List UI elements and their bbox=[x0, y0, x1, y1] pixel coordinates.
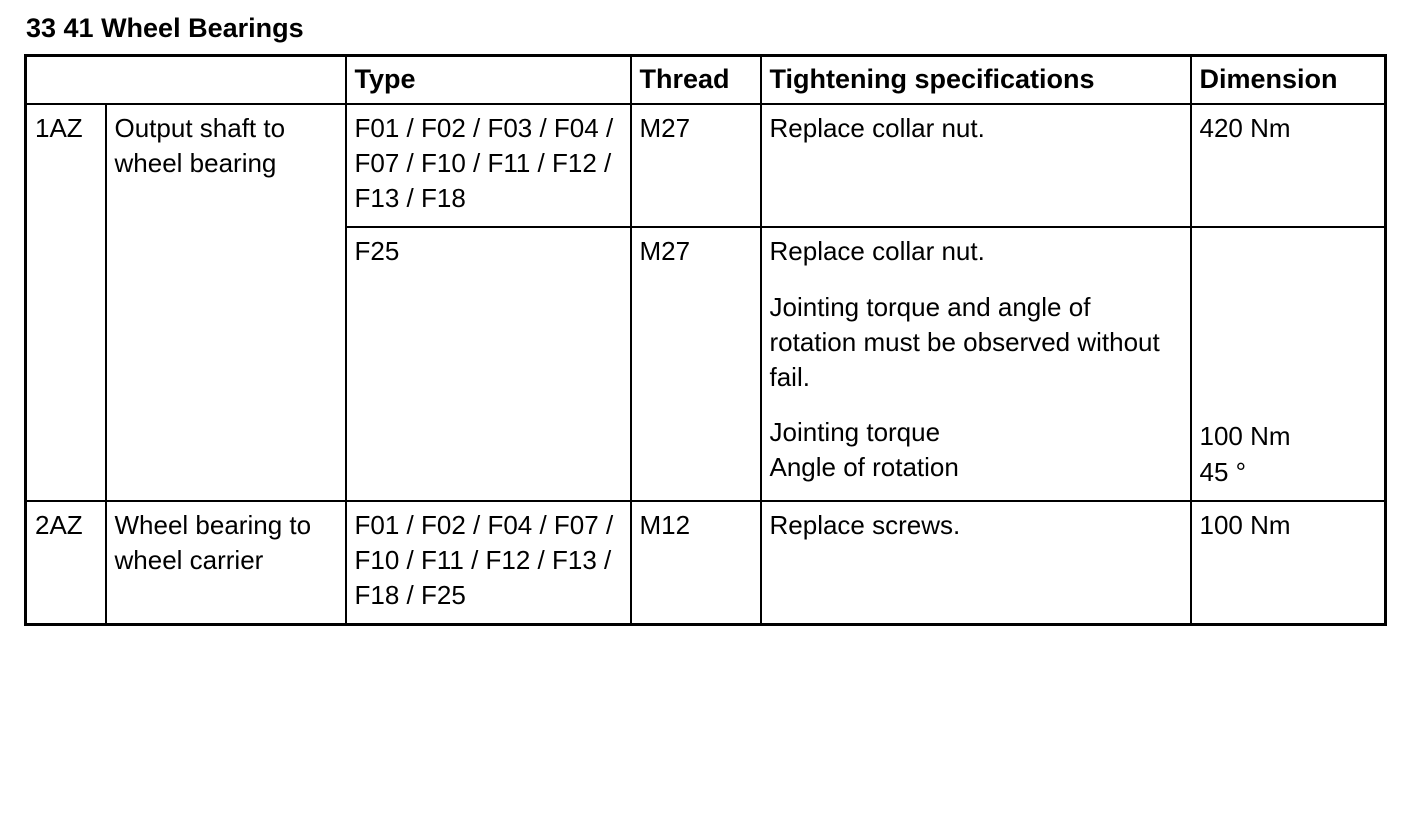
cell-dimension-2az bbox=[1191, 501, 1386, 625]
dimension-line: 100 Nm bbox=[1199, 421, 1291, 452]
tightening-line: Replace screws. bbox=[769, 509, 961, 540]
cell-type-1az-a: F01 / F02 / F03 / F04 / F07 / F10 / F11 / F12 / F13 / F18 bbox=[346, 104, 631, 227]
dimension-line: 100 Nm bbox=[1199, 509, 1291, 540]
tightening-line: Replace collar nut. bbox=[769, 236, 985, 267]
tightening-line: Angle of rotation bbox=[769, 451, 959, 482]
cell-dimension-1az-a bbox=[1191, 104, 1386, 227]
cell-tightening-1az-b bbox=[761, 227, 1191, 500]
page-title: 33 41 Wheel Bearings bbox=[26, 13, 304, 43]
wheel-bearings-table bbox=[24, 54, 1387, 626]
cell-thread-2az: M12 bbox=[631, 501, 761, 625]
cell-tightening-2az bbox=[761, 501, 1191, 625]
column-header-tightening-specifications: Tightening specifications bbox=[761, 55, 1191, 104]
cell-thread-1az-a: M27 bbox=[631, 104, 761, 227]
table-header-row bbox=[26, 55, 1386, 104]
cell-dimension-1az-b bbox=[1191, 227, 1386, 500]
cell-type-1az-b: F25 bbox=[346, 227, 631, 500]
column-header-dimension: Dimension bbox=[1191, 55, 1386, 104]
column-header-thread: Thread bbox=[631, 55, 761, 104]
dimension-line: 420 Nm bbox=[1199, 113, 1291, 144]
cell-thread-1az-b: M27 bbox=[631, 227, 761, 500]
column-header-type: Type bbox=[346, 55, 631, 104]
dimension-line: 45 ° bbox=[1199, 456, 1247, 487]
cell-type-2az: F01 / F02 / F04 / F07 / F10 / F11 / F12 / F13 / F18 / F25 bbox=[346, 501, 631, 625]
cell-tightening-1az-a bbox=[761, 104, 1191, 227]
tightening-line: Jointing torque bbox=[769, 416, 941, 447]
tightening-line: Replace collar nut. bbox=[769, 113, 985, 144]
table-row bbox=[26, 501, 1386, 625]
column-header-blank bbox=[26, 55, 346, 104]
tightening-line: Jointing torque and angle of rotation must be observed without fail. bbox=[769, 291, 1160, 392]
cell-description-1az: Output shaft to wheel bearing bbox=[106, 104, 346, 500]
cell-code-1az: 1AZ bbox=[26, 104, 106, 500]
cell-code-2az: 2AZ bbox=[26, 501, 106, 625]
table-row bbox=[26, 104, 1386, 227]
table-header bbox=[26, 55, 1386, 104]
cell-description-2az: Wheel bearing to wheel carrier bbox=[106, 501, 346, 625]
table-body bbox=[26, 104, 1386, 624]
